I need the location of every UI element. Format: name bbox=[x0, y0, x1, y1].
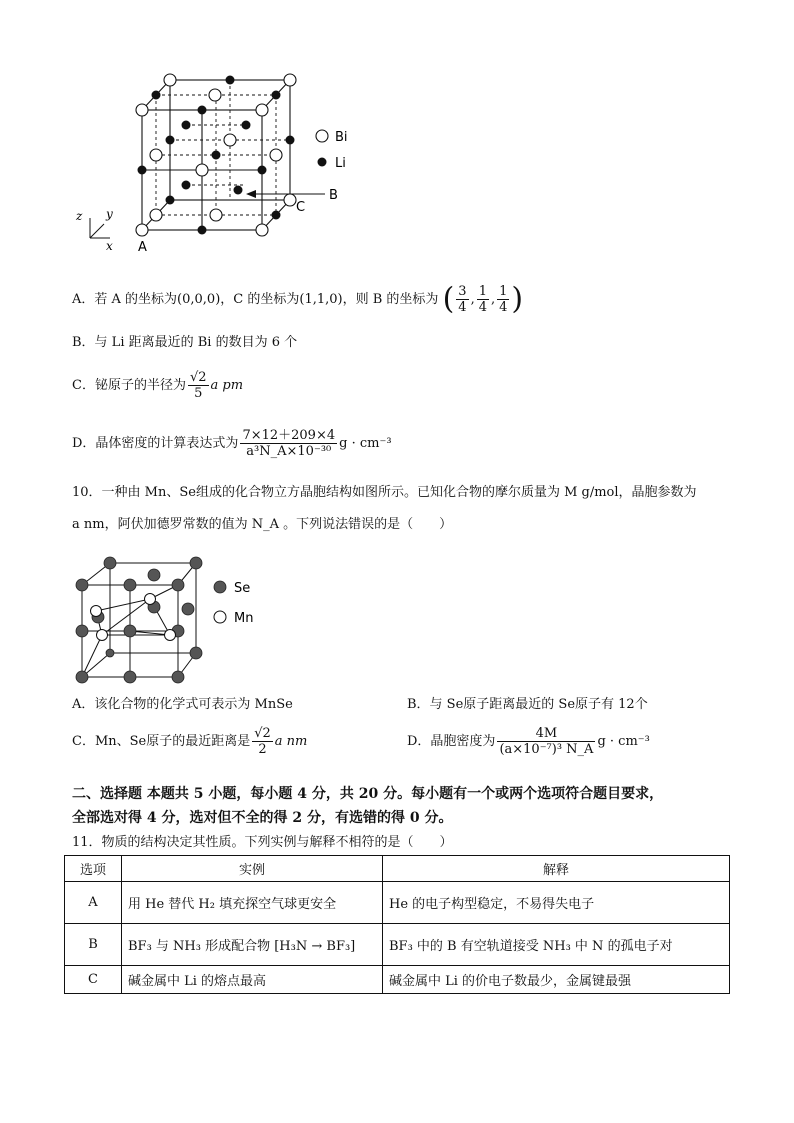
axis-y: y bbox=[106, 207, 113, 221]
q9-option-a: A．若 A 的坐标为(0,0,0)，C 的坐标为(1,1,0)，则 B 的坐标为 ( $\frac{3}{4}$ , $\frac{1}{4}$ , $\frac{1}{4}$ ) bbox=[72, 281, 524, 317]
table-header-row bbox=[65, 856, 730, 882]
legend-bi: Bi bbox=[335, 130, 348, 145]
section-heading-line1: 二、选择题 本题共 5 小题，每小题 4 分，共 20 分。每小题有一个或两个选项符合题目要求， bbox=[72, 786, 664, 802]
legend-li: Li bbox=[335, 156, 346, 171]
table-row: C 碱金属中 Li 的熔点最高 碱金属中 Li 的价电子数最少，金属键最强 bbox=[65, 966, 730, 994]
legend-se: Se bbox=[234, 581, 251, 596]
q9-option-c: C．铋原子的半径为 $\frac{√2}{5}$ a pm bbox=[72, 370, 244, 401]
q10-option-b: B．与 Se原子距离最近的 Se原子有 12个 bbox=[407, 697, 648, 712]
q9-option-b: B．与 Li 距离最近的 Bi 的数目为 6 个 bbox=[72, 335, 298, 350]
legend-mn: Mn bbox=[234, 611, 254, 626]
q10-option-c: C．Mn、Se原子的最近距离是 $\frac{√2}{2}$ a nm bbox=[72, 726, 308, 757]
table-row: A 用 He 替代 H₂ 填充探空气球更安全 He 的电子构型稳定，不易得失电子 bbox=[65, 882, 730, 924]
label-c: C bbox=[296, 200, 306, 215]
q11-stem: 11．物质的结构决定其性质。下列实例与解释不相符的是（ ） bbox=[72, 835, 453, 850]
label-a: A bbox=[138, 240, 147, 255]
q10-stem-line1: 10．一种由 Mn、Se组成的化合物立方晶胞结构如图所示。已知化合物的摩尔质量为 M g/mol，晶胞参数为 bbox=[72, 485, 697, 500]
axis-x: x bbox=[106, 239, 113, 253]
bi-li-unit-cell-figure bbox=[70, 68, 370, 258]
table-row: B BF₃ 与 NH₃ 形成配合物 [H₃N → BF₃] BF₃ 中的 B 有空轨道接受 NH₃ 中 N 的孤电子对 bbox=[65, 924, 730, 966]
label-b: B bbox=[329, 188, 338, 203]
header-explanation: 解释 bbox=[383, 856, 730, 882]
q10-option-d: D．晶胞密度为 $\frac{4M}{\text{(a×10⁻⁷)³ N\_A}}$ g · cm⁻³ bbox=[407, 726, 650, 757]
q11-table bbox=[64, 855, 730, 994]
header-example: 实例 bbox=[122, 856, 383, 882]
q10-option-a: A．该化合物的化学式可表示为 MnSe bbox=[72, 697, 293, 712]
q10-stem-line2: a nm，阿伏加德罗常数的值为 N_A 。下列说法错误的是（ ） bbox=[72, 517, 453, 532]
header-option: 选项 bbox=[65, 856, 122, 882]
section-heading-line2: 全部选对得 4 分，选对但不全的得 2 分，有选错的得 0 分。 bbox=[72, 810, 453, 826]
axis-z: z bbox=[76, 209, 83, 223]
q9-option-d: D．晶体密度的计算表达式为 $\frac{7\times 12+209\times 4}{\text{a³N\_A×10⁻³⁰}}$ g · cm⁻³ bbox=[72, 428, 392, 459]
mn-se-unit-cell-figure bbox=[70, 555, 300, 685]
